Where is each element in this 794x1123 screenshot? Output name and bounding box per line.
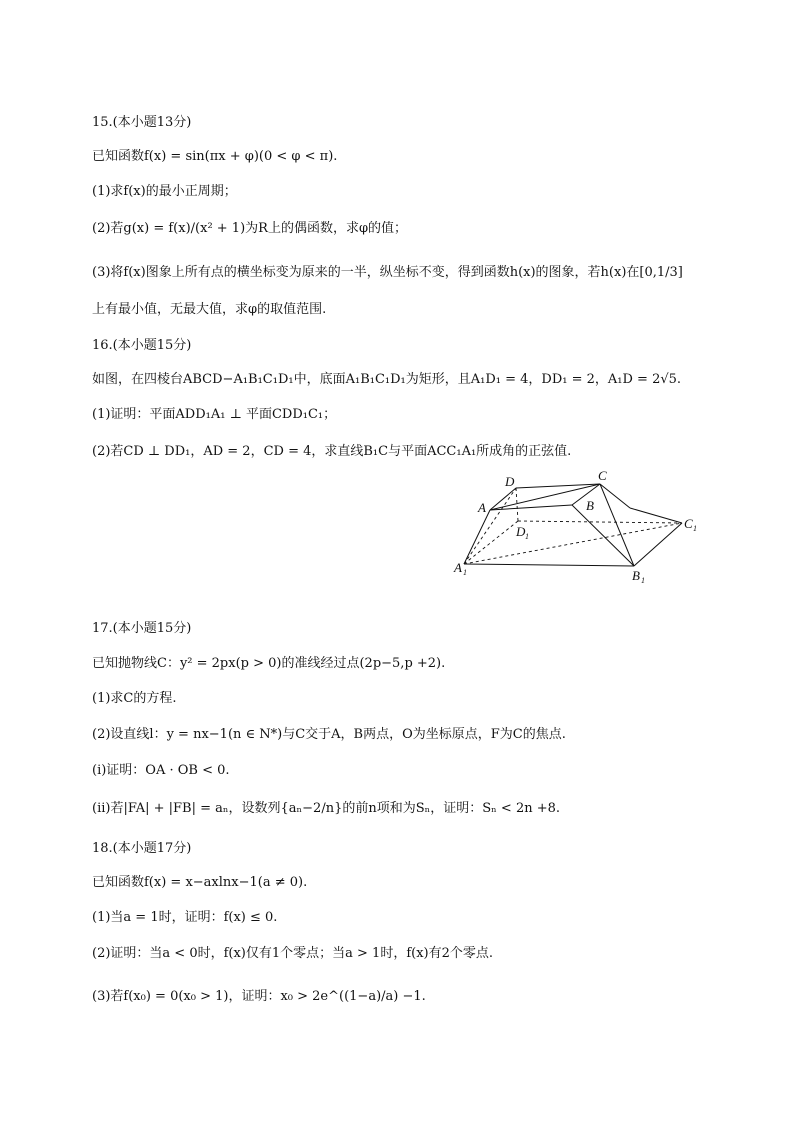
- label-D: D: [505, 474, 515, 489]
- label-C1: C: [684, 516, 693, 531]
- q15-heading: 15.(本小题13分): [92, 115, 192, 130]
- q18-part1: (1)当a = 1时，证明：f(x) ≤ 0.: [92, 910, 278, 925]
- label-A: A: [478, 500, 486, 515]
- q15-part2: (2)若g(x) = f(x)/(x² + 1)为R上的偶函数，求φ的值；: [92, 221, 408, 236]
- q17-part2: (2)设直线l：y = nx−1(n ∈ N*)与C交于A，B两点，O为坐标原点，F为C的焦点.: [92, 727, 566, 742]
- q18-part2: (2)证明：当a < 0时，f(x)仅有1个零点；当a > 1时，f(x)有2个零点.: [92, 946, 494, 961]
- q15-stem: 已知函数f(x) = sin(πx + φ)(0 < φ < π).: [92, 149, 338, 164]
- q18-heading: 18.(本小题17分): [92, 841, 192, 856]
- q17-part2-ii: (ii)若|FA| + |FB| = aₙ，设数列{aₙ−2/n}的前n项和为Sₙ，证明：Sₙ < 2n +8.: [92, 801, 561, 816]
- q15-part3a: (3)将f(x)图象上所有点的横坐标变为原来的一半，纵坐标不变，得到函数h(x)的图象，若h(x)在[0,1/3]: [92, 265, 683, 280]
- q16-heading: 16.(本小题15分): [92, 338, 192, 353]
- frustum-figure: [452, 468, 712, 588]
- label-D1: D: [516, 524, 526, 539]
- q16-part2: (2)若CD ⊥ DD₁，AD = 2，CD = 4，求直线B₁C与平面ACC₁A₁所成角的正弦值.: [92, 444, 572, 459]
- q17-part2-i: (i)证明：OA · OB < 0.: [92, 763, 230, 778]
- label-D1-sub: 1: [525, 532, 529, 541]
- label-C1-sub: 1: [693, 524, 697, 533]
- label-B: B: [586, 498, 594, 513]
- q17-part1: (1)求C的方程.: [92, 691, 177, 706]
- q17-heading: 17.(本小题15分): [92, 621, 192, 636]
- q15-part1: (1)求f(x)的最小正周期；: [92, 184, 237, 199]
- q16-part1: (1)证明：平面ADD₁A₁ ⊥ 平面CDD₁C₁；: [92, 407, 337, 422]
- q16-stem: 如图，在四棱台ABCD−A₁B₁C₁D₁中，底面A₁B₁C₁D₁为矩形，且A₁D₁ = 4，DD₁ = 2，A₁D = 2√5.: [92, 372, 682, 387]
- q18-stem: 已知函数f(x) = x−axlnx−1(a ≠ 0).: [92, 875, 308, 890]
- q17-stem: 已知抛物线C：y² = 2px(p > 0)的准线经过点(2p−5,p +2).: [92, 656, 446, 671]
- q15-part3b: 上有最小值，无最大值，求φ的取值范围.: [92, 302, 327, 317]
- q18-part3: (3)若f(x₀) = 0(x₀ > 1)，证明：x₀ > 2e^((1−a)/a) −1.: [92, 989, 426, 1004]
- label-A1-sub: 1: [463, 568, 467, 577]
- label-A1: A: [454, 560, 462, 575]
- label-C: C: [598, 468, 607, 483]
- label-B1: B: [632, 568, 640, 583]
- label-B1-sub: 1: [641, 576, 645, 585]
